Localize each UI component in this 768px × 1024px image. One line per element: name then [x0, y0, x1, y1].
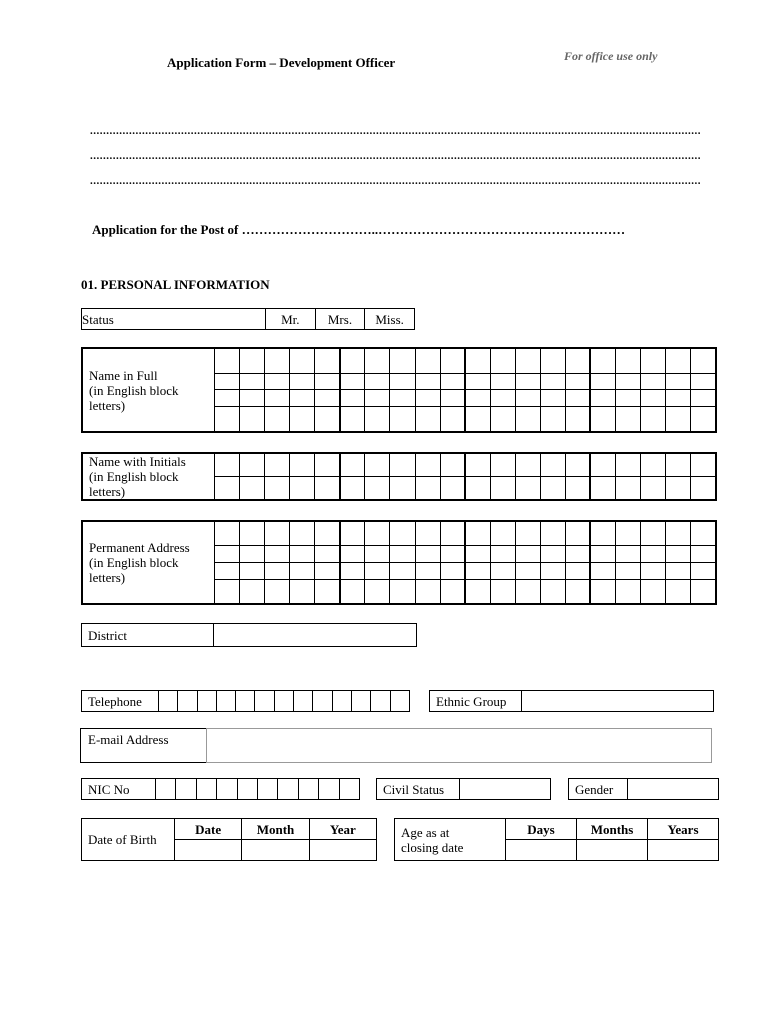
char-box[interactable] [490, 579, 515, 604]
char-box[interactable] [390, 348, 415, 373]
char-box[interactable] [390, 453, 415, 477]
char-box[interactable] [265, 348, 290, 373]
char-box[interactable] [290, 453, 315, 477]
char-box[interactable] [415, 562, 440, 579]
digit-box[interactable] [156, 779, 176, 800]
char-box[interactable] [290, 521, 315, 546]
char-box[interactable] [590, 348, 615, 373]
char-box[interactable] [565, 521, 590, 546]
char-box[interactable] [215, 477, 240, 501]
char-box[interactable] [691, 579, 716, 604]
digit-box[interactable] [236, 691, 255, 712]
char-box[interactable] [590, 562, 615, 579]
char-box[interactable] [590, 546, 615, 563]
char-box[interactable] [215, 407, 240, 432]
char-box[interactable] [691, 390, 716, 407]
char-box[interactable] [440, 373, 465, 390]
char-box[interactable] [490, 373, 515, 390]
char-box[interactable] [590, 407, 615, 432]
char-box[interactable] [565, 562, 590, 579]
char-box[interactable] [415, 477, 440, 501]
digit-box[interactable] [237, 779, 257, 800]
char-box[interactable] [265, 579, 290, 604]
char-box[interactable] [215, 521, 240, 546]
digit-box[interactable] [178, 691, 197, 712]
char-box[interactable] [641, 579, 666, 604]
char-box[interactable] [265, 390, 290, 407]
char-box[interactable] [315, 373, 340, 390]
char-box[interactable] [440, 546, 465, 563]
char-box[interactable] [465, 348, 490, 373]
char-box[interactable] [691, 477, 716, 501]
char-box[interactable] [440, 579, 465, 604]
char-box[interactable] [616, 521, 641, 546]
digit-box[interactable] [159, 691, 178, 712]
char-box[interactable] [666, 390, 691, 407]
char-box[interactable] [265, 562, 290, 579]
digit-box[interactable] [339, 779, 359, 800]
char-box[interactable] [240, 453, 265, 477]
char-box[interactable] [390, 562, 415, 579]
char-box[interactable] [265, 373, 290, 390]
email-field[interactable] [206, 728, 712, 763]
district-field[interactable] [214, 624, 417, 647]
char-box[interactable] [565, 348, 590, 373]
char-box[interactable] [365, 477, 390, 501]
char-box[interactable] [315, 562, 340, 579]
char-box[interactable] [666, 453, 691, 477]
char-box[interactable] [590, 373, 615, 390]
age-years-field[interactable] [648, 840, 719, 861]
char-box[interactable] [590, 521, 615, 546]
age-table [394, 818, 719, 861]
age-col-years: Years [648, 819, 719, 840]
age-days-field[interactable] [506, 840, 577, 861]
dotted-line-2: ............................................................................................................................................................................................ [90, 151, 701, 161]
char-box[interactable] [616, 579, 641, 604]
char-box[interactable] [340, 453, 365, 477]
telephone-label: Telephone [82, 691, 159, 712]
char-box[interactable] [465, 407, 490, 432]
char-box[interactable] [390, 546, 415, 563]
char-box[interactable] [215, 348, 240, 373]
char-box[interactable] [240, 373, 265, 390]
char-box[interactable] [240, 477, 265, 501]
dob-month-field[interactable] [242, 840, 309, 861]
age-col-days: Days [506, 819, 577, 840]
char-box[interactable] [215, 453, 240, 477]
digit-box[interactable] [274, 691, 293, 712]
char-box[interactable] [365, 562, 390, 579]
char-box[interactable] [315, 348, 340, 373]
char-box[interactable] [490, 546, 515, 563]
digit-box[interactable] [255, 691, 274, 712]
char-box[interactable] [616, 348, 641, 373]
char-box[interactable] [641, 373, 666, 390]
char-box[interactable] [340, 348, 365, 373]
char-box[interactable] [540, 562, 565, 579]
digit-box[interactable] [298, 779, 318, 800]
char-box[interactable] [641, 348, 666, 373]
char-box[interactable] [315, 390, 340, 407]
char-box[interactable] [315, 521, 340, 546]
char-box[interactable] [666, 579, 691, 604]
char-box[interactable] [515, 521, 540, 546]
char-box[interactable] [641, 477, 666, 501]
char-box[interactable] [265, 521, 290, 546]
char-box[interactable] [390, 579, 415, 604]
char-box[interactable] [515, 407, 540, 432]
char-box[interactable] [490, 562, 515, 579]
post-applied-line: Application for the Post of …………………………..………………………………………………… [92, 222, 626, 237]
char-box[interactable] [590, 579, 615, 604]
char-box[interactable] [540, 373, 565, 390]
dotted-line-3: ............................................................................................................................................................................................ [90, 176, 701, 186]
char-box[interactable] [365, 521, 390, 546]
digit-box[interactable] [216, 691, 235, 712]
char-box[interactable] [240, 407, 265, 432]
char-box[interactable] [465, 477, 490, 501]
char-box[interactable] [515, 453, 540, 477]
char-box[interactable] [616, 453, 641, 477]
dob-table [81, 818, 377, 861]
char-box[interactable] [390, 407, 415, 432]
char-box[interactable] [215, 546, 240, 563]
char-box[interactable] [515, 477, 540, 501]
dob-col-year: Year [309, 819, 376, 840]
age-col-months: Months [577, 819, 648, 840]
char-box[interactable] [515, 562, 540, 579]
char-box[interactable] [565, 546, 590, 563]
char-box[interactable] [315, 407, 340, 432]
age-months-field[interactable] [577, 840, 648, 861]
char-box[interactable] [641, 390, 666, 407]
civil-status-field[interactable] [460, 779, 551, 800]
char-box[interactable] [290, 477, 315, 501]
ethnic-table [429, 690, 714, 712]
char-box[interactable] [240, 521, 265, 546]
dotted-line-1: ............................................................................................................................................................................................ [90, 126, 701, 136]
char-box[interactable] [666, 373, 691, 390]
char-box[interactable] [315, 477, 340, 501]
char-box[interactable] [290, 390, 315, 407]
char-box[interactable] [641, 562, 666, 579]
nic-table [81, 778, 360, 800]
char-box[interactable] [465, 579, 490, 604]
char-box[interactable] [540, 477, 565, 501]
char-box[interactable] [365, 407, 390, 432]
digit-box[interactable] [313, 691, 332, 712]
status-table [81, 308, 415, 330]
char-box[interactable] [666, 407, 691, 432]
char-box[interactable] [540, 453, 565, 477]
digit-box[interactable] [176, 779, 196, 800]
char-box[interactable] [365, 546, 390, 563]
char-box[interactable] [465, 546, 490, 563]
char-box[interactable] [465, 390, 490, 407]
char-box[interactable] [290, 562, 315, 579]
char-box[interactable] [440, 477, 465, 501]
char-box[interactable] [666, 348, 691, 373]
digit-box[interactable] [196, 779, 216, 800]
digit-box[interactable] [278, 779, 298, 800]
address-label: Permanent Address (in English block letters) [82, 521, 215, 604]
name-full-label: Name in Full (in English block letters) [82, 348, 215, 432]
char-box[interactable] [240, 579, 265, 604]
char-box[interactable] [616, 477, 641, 501]
gender-field[interactable] [628, 779, 719, 800]
dob-label: Date of Birth [82, 819, 175, 861]
char-box[interactable] [415, 373, 440, 390]
char-box[interactable] [390, 521, 415, 546]
digit-box[interactable] [257, 779, 277, 800]
char-box[interactable] [616, 562, 641, 579]
char-box[interactable] [490, 453, 515, 477]
digit-box[interactable] [332, 691, 351, 712]
char-box[interactable] [490, 521, 515, 546]
char-box[interactable] [691, 348, 716, 373]
char-box[interactable] [390, 390, 415, 407]
char-box[interactable] [415, 579, 440, 604]
char-box[interactable] [666, 562, 691, 579]
char-box[interactable] [290, 546, 315, 563]
char-box[interactable] [240, 562, 265, 579]
digit-box[interactable] [319, 779, 339, 800]
char-box[interactable] [490, 477, 515, 501]
age-label: Age as at closing date [395, 819, 506, 861]
char-box[interactable] [540, 521, 565, 546]
char-box[interactable] [515, 390, 540, 407]
char-box[interactable] [390, 373, 415, 390]
char-box[interactable] [540, 390, 565, 407]
char-box[interactable] [565, 453, 590, 477]
char-box[interactable] [265, 453, 290, 477]
char-box[interactable] [240, 546, 265, 563]
civil-status-table [376, 778, 551, 800]
char-box[interactable] [315, 546, 340, 563]
char-box[interactable] [215, 373, 240, 390]
char-box[interactable] [565, 579, 590, 604]
char-box[interactable] [440, 453, 465, 477]
char-box[interactable] [590, 477, 615, 501]
ethnic-label: Ethnic Group [430, 691, 522, 712]
digit-box[interactable] [197, 691, 216, 712]
dob-col-month: Month [242, 819, 309, 840]
nic-label: NIC No [82, 779, 156, 800]
char-box[interactable] [415, 453, 440, 477]
char-box[interactable] [415, 521, 440, 546]
char-box[interactable] [415, 407, 440, 432]
district-table [81, 623, 417, 647]
char-box[interactable] [666, 546, 691, 563]
char-box[interactable] [290, 407, 315, 432]
char-box[interactable] [265, 546, 290, 563]
char-box[interactable] [691, 521, 716, 546]
gender-table [568, 778, 719, 800]
civil-status-label: Civil Status [377, 779, 460, 800]
char-box[interactable] [340, 373, 365, 390]
char-box[interactable] [515, 348, 540, 373]
char-box[interactable] [515, 373, 540, 390]
address-table [81, 520, 717, 605]
char-box[interactable] [340, 579, 365, 604]
digit-box[interactable] [351, 691, 370, 712]
char-box[interactable] [390, 477, 415, 501]
dob-year-field[interactable] [309, 840, 376, 861]
char-box[interactable] [490, 407, 515, 432]
char-box[interactable] [616, 373, 641, 390]
char-box[interactable] [590, 453, 615, 477]
gender-label: Gender [569, 779, 628, 800]
char-box[interactable] [641, 407, 666, 432]
char-box[interactable] [290, 373, 315, 390]
char-box[interactable] [515, 546, 540, 563]
char-box[interactable] [315, 453, 340, 477]
char-box[interactable] [340, 477, 365, 501]
char-box[interactable] [315, 579, 340, 604]
char-box[interactable] [565, 373, 590, 390]
char-box[interactable] [465, 521, 490, 546]
char-box[interactable] [415, 546, 440, 563]
char-box[interactable] [515, 579, 540, 604]
char-box[interactable] [691, 453, 716, 477]
section-title: 01. PERSONAL INFORMATION [81, 277, 270, 292]
name-initials-label: Name with Initials (in English block letters) [82, 453, 215, 500]
district-label: District [82, 624, 214, 647]
char-box[interactable] [540, 546, 565, 563]
char-box[interactable] [340, 562, 365, 579]
email-label: E-mail Address [80, 728, 207, 763]
digit-box[interactable] [390, 691, 409, 712]
char-box[interactable] [215, 562, 240, 579]
char-box[interactable] [666, 477, 691, 501]
char-box[interactable] [365, 579, 390, 604]
dob-col-date: Date [175, 819, 242, 840]
char-box[interactable] [666, 521, 691, 546]
char-box[interactable] [365, 373, 390, 390]
status-label: Status [82, 309, 266, 330]
char-box[interactable] [215, 390, 240, 407]
char-box[interactable] [691, 373, 716, 390]
char-box[interactable] [490, 390, 515, 407]
char-box[interactable] [565, 390, 590, 407]
char-box[interactable] [590, 390, 615, 407]
digit-box[interactable] [217, 779, 237, 800]
char-box[interactable] [641, 453, 666, 477]
char-box[interactable] [240, 390, 265, 407]
status-option-mrs[interactable]: Mrs. [315, 309, 365, 330]
char-box[interactable] [465, 373, 490, 390]
char-box[interactable] [540, 579, 565, 604]
char-box[interactable] [540, 407, 565, 432]
char-box[interactable] [340, 390, 365, 407]
char-box[interactable] [540, 348, 565, 373]
char-box[interactable] [365, 390, 390, 407]
status-option-mr[interactable]: Mr. [266, 309, 316, 330]
char-box[interactable] [691, 562, 716, 579]
form-title: Application Form – Development Officer [167, 55, 396, 70]
char-box[interactable] [290, 348, 315, 373]
char-box[interactable] [641, 546, 666, 563]
char-box[interactable] [565, 407, 590, 432]
char-box[interactable] [265, 477, 290, 501]
char-box[interactable] [691, 546, 716, 563]
char-box[interactable] [440, 521, 465, 546]
dob-date-field[interactable] [175, 840, 242, 861]
char-box[interactable] [265, 407, 290, 432]
char-box[interactable] [616, 390, 641, 407]
char-box[interactable] [565, 477, 590, 501]
char-box[interactable] [641, 521, 666, 546]
char-box[interactable] [415, 348, 440, 373]
char-box[interactable] [616, 546, 641, 563]
char-box[interactable] [465, 453, 490, 477]
char-box[interactable] [340, 407, 365, 432]
char-box[interactable] [490, 348, 515, 373]
char-box[interactable] [465, 562, 490, 579]
status-option-miss[interactable]: Miss. [365, 309, 415, 330]
office-use-note: For office use only [564, 49, 658, 63]
char-box[interactable] [340, 521, 365, 546]
char-box[interactable] [215, 579, 240, 604]
char-box[interactable] [440, 407, 465, 432]
char-box[interactable] [365, 453, 390, 477]
digit-box[interactable] [294, 691, 313, 712]
char-box[interactable] [616, 407, 641, 432]
name-initials-table [81, 452, 717, 501]
char-box[interactable] [240, 348, 265, 373]
char-box[interactable] [691, 407, 716, 432]
name-full-table [81, 347, 717, 433]
char-box[interactable] [415, 390, 440, 407]
digit-box[interactable] [371, 691, 390, 712]
telephone-table [81, 690, 410, 712]
char-box[interactable] [290, 579, 315, 604]
char-box[interactable] [440, 348, 465, 373]
char-box[interactable] [440, 390, 465, 407]
char-box[interactable] [440, 562, 465, 579]
ethnic-field[interactable] [522, 691, 714, 712]
char-box[interactable] [340, 546, 365, 563]
char-box[interactable] [365, 348, 390, 373]
